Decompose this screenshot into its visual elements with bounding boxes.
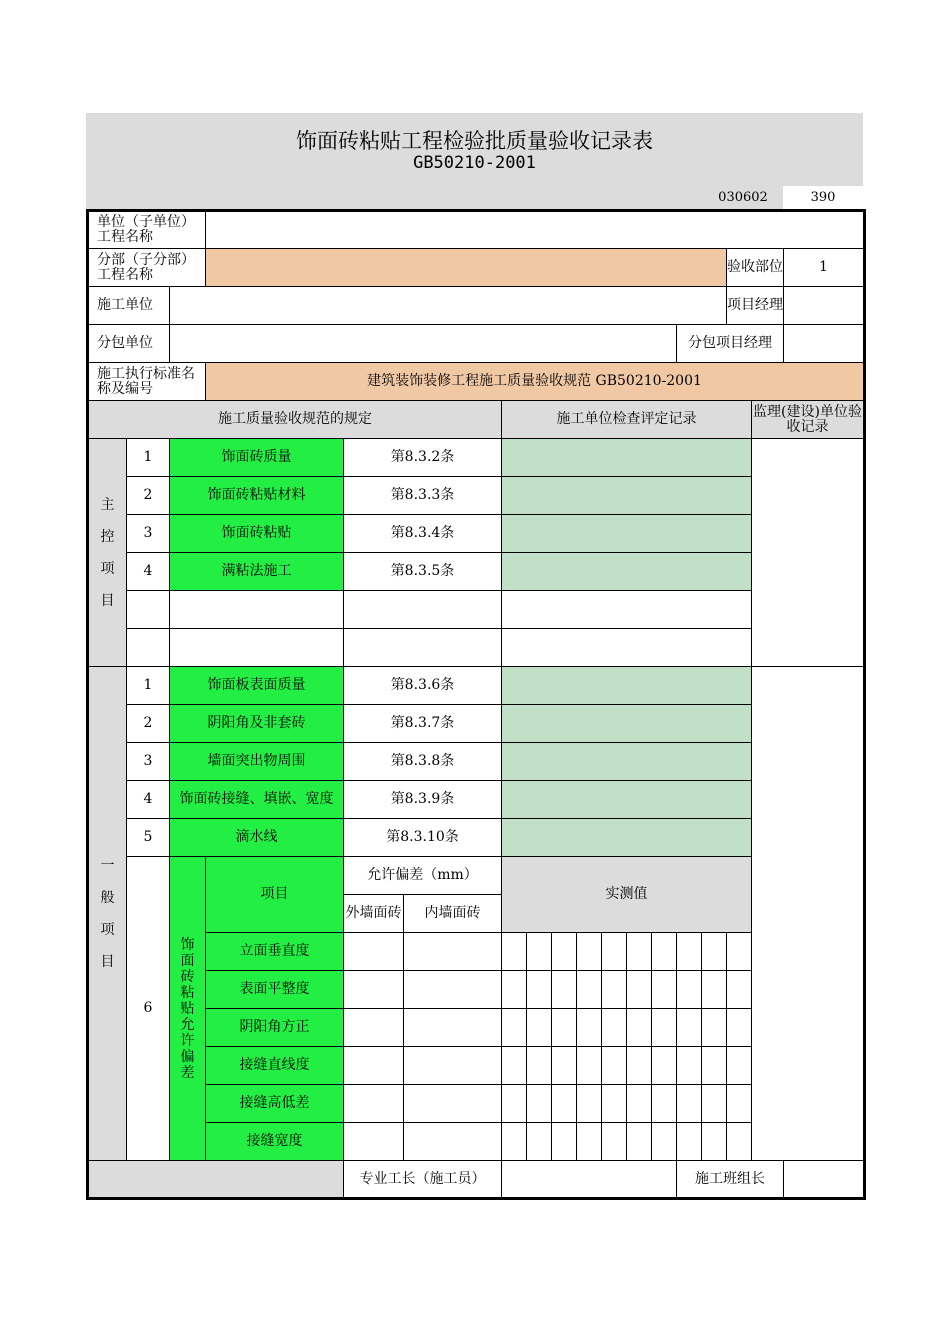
measure-cell[interactable] bbox=[502, 971, 527, 1009]
inner-wall-header: 内墙面砖 bbox=[404, 895, 502, 933]
measure-cell[interactable] bbox=[527, 1009, 552, 1047]
measure-cell[interactable] bbox=[527, 971, 552, 1009]
empty-cell[interactable] bbox=[502, 591, 752, 629]
sub-project-manager-label: 分包项目经理 bbox=[677, 325, 784, 363]
check-record-cell[interactable] bbox=[502, 515, 752, 553]
measure-cell[interactable] bbox=[502, 1009, 527, 1047]
form-number[interactable]: 390 bbox=[783, 186, 863, 209]
inner-tolerance-cell[interactable] bbox=[404, 1009, 502, 1047]
constructor-field[interactable] bbox=[170, 287, 727, 325]
measure-cell[interactable] bbox=[602, 1009, 627, 1047]
constructor-label: 施工单位 bbox=[88, 287, 170, 325]
project-manager-label: 项目经理 bbox=[727, 287, 784, 325]
measure-cell[interactable] bbox=[577, 1085, 602, 1123]
unit-name-field[interactable] bbox=[206, 211, 865, 249]
standard-code: GB50210-2001 bbox=[413, 153, 536, 173]
measure-cell[interactable] bbox=[627, 971, 652, 1009]
measure-cell[interactable] bbox=[702, 1009, 727, 1047]
inner-tolerance-cell[interactable] bbox=[404, 971, 502, 1009]
inner-tolerance-cell[interactable] bbox=[404, 1123, 502, 1161]
deviation-item-header: 项目 bbox=[206, 857, 344, 933]
outer-tolerance-cell[interactable] bbox=[344, 1123, 404, 1161]
measure-cell[interactable] bbox=[627, 1047, 652, 1085]
subcontractor-field[interactable] bbox=[170, 325, 677, 363]
spec-column-header: 施工质量验收规范的规定 bbox=[88, 401, 502, 439]
measure-cell[interactable] bbox=[627, 933, 652, 971]
measure-cell[interactable] bbox=[652, 971, 677, 1009]
item-name: 饰面砖接缝、填嵌、宽度 bbox=[170, 781, 344, 819]
outer-wall-header: 外墙面砖 bbox=[344, 895, 404, 933]
foreman-field[interactable] bbox=[502, 1161, 677, 1199]
item-number: 4 bbox=[127, 781, 170, 819]
check-record-cell[interactable] bbox=[502, 553, 752, 591]
tolerance-header: 允许偏差（mm） bbox=[344, 857, 502, 895]
item-number: 2 bbox=[127, 705, 170, 743]
measure-cell[interactable] bbox=[652, 1047, 677, 1085]
measure-cell[interactable] bbox=[677, 1085, 702, 1123]
measured-header: 实测值 bbox=[502, 857, 752, 933]
subdivision-name-label: 分部（子分部）工程名称 bbox=[88, 249, 206, 287]
outer-tolerance-cell[interactable] bbox=[344, 1047, 404, 1085]
general-supervisor-cell[interactable] bbox=[752, 667, 865, 1161]
measure-cell[interactable] bbox=[502, 1123, 527, 1161]
measure-cell[interactable] bbox=[577, 1009, 602, 1047]
measure-cell[interactable] bbox=[602, 933, 627, 971]
title-area bbox=[86, 113, 863, 186]
outer-tolerance-cell[interactable] bbox=[344, 933, 404, 971]
measure-cell[interactable] bbox=[702, 971, 727, 1009]
measure-cell[interactable] bbox=[527, 1123, 552, 1161]
measure-cell[interactable] bbox=[677, 933, 702, 971]
item-number: 3 bbox=[127, 515, 170, 553]
measure-cell[interactable] bbox=[677, 1047, 702, 1085]
item-number: 6 bbox=[127, 857, 170, 1161]
empty-cell[interactable] bbox=[127, 629, 170, 667]
measure-cell[interactable] bbox=[627, 1009, 652, 1047]
check-record-cell[interactable] bbox=[502, 743, 752, 781]
measure-cell[interactable] bbox=[552, 1009, 577, 1047]
item-number: 5 bbox=[127, 819, 170, 857]
empty-cell[interactable] bbox=[170, 629, 344, 667]
item-number: 2 bbox=[127, 477, 170, 515]
empty-cell[interactable] bbox=[344, 629, 502, 667]
empty-cell[interactable] bbox=[344, 591, 502, 629]
acceptance-part-field[interactable]: 1 bbox=[784, 249, 865, 287]
measure-cell[interactable] bbox=[702, 933, 727, 971]
deviation-row-name: 阴阳角方正 bbox=[206, 1009, 344, 1047]
measure-cell[interactable] bbox=[677, 1009, 702, 1047]
measure-cell[interactable] bbox=[577, 1123, 602, 1161]
measure-cell[interactable] bbox=[702, 1085, 727, 1123]
measure-cell[interactable] bbox=[577, 971, 602, 1009]
standard-label: 施工执行标准名称及编号 bbox=[88, 363, 206, 401]
measure-cell[interactable] bbox=[727, 1047, 752, 1085]
item-name: 阴阳角及非套砖 bbox=[170, 705, 344, 743]
outer-tolerance-cell[interactable] bbox=[344, 1009, 404, 1047]
measure-cell[interactable] bbox=[602, 1047, 627, 1085]
team-leader-field[interactable] bbox=[784, 1161, 865, 1199]
measure-cell[interactable] bbox=[727, 1123, 752, 1161]
empty-cell[interactable] bbox=[127, 591, 170, 629]
main-supervisor-cell[interactable] bbox=[752, 439, 865, 667]
outer-tolerance-cell[interactable] bbox=[344, 1085, 404, 1123]
measure-cell[interactable] bbox=[602, 1123, 627, 1161]
inner-tolerance-cell[interactable] bbox=[404, 1085, 502, 1123]
measure-cell[interactable] bbox=[502, 1085, 527, 1123]
check-record-cell[interactable] bbox=[502, 705, 752, 743]
unit-name-label: 单位（子单位）工程名称 bbox=[88, 211, 206, 249]
item-name: 饰面板表面质量 bbox=[170, 667, 344, 705]
measure-cell[interactable] bbox=[627, 1123, 652, 1161]
foreman-label: 专业工长（施工员） bbox=[344, 1161, 502, 1199]
footer-blank bbox=[88, 1161, 344, 1199]
item-clause: 第8.3.8条 bbox=[344, 743, 502, 781]
measure-cell[interactable] bbox=[702, 1047, 727, 1085]
check-record-cell[interactable] bbox=[502, 667, 752, 705]
item-name: 滴水线 bbox=[170, 819, 344, 857]
item-name: 饰面砖质量 bbox=[170, 439, 344, 477]
measure-cell[interactable] bbox=[677, 971, 702, 1009]
measure-cell[interactable] bbox=[527, 1047, 552, 1085]
item-number: 1 bbox=[127, 439, 170, 477]
measure-cell[interactable] bbox=[727, 1009, 752, 1047]
acceptance-table bbox=[86, 209, 866, 1200]
measure-cell[interactable] bbox=[652, 933, 677, 971]
check-record-cell[interactable] bbox=[502, 819, 752, 857]
check-record-cell[interactable] bbox=[502, 477, 752, 515]
item-clause: 第8.3.2条 bbox=[344, 439, 502, 477]
check-record-cell[interactable] bbox=[502, 439, 752, 477]
measure-cell[interactable] bbox=[677, 1123, 702, 1161]
deviation-group-label: 饰 面 砖 粘 贴 允 许 偏 差 bbox=[170, 857, 206, 1161]
measure-cell[interactable] bbox=[627, 1085, 652, 1123]
empty-cell[interactable] bbox=[502, 629, 752, 667]
acceptance-part-label: 验收部位 bbox=[727, 249, 784, 287]
measure-cell[interactable] bbox=[577, 1047, 602, 1085]
item-number: 1 bbox=[127, 667, 170, 705]
subdivision-name-field[interactable] bbox=[206, 249, 727, 287]
measure-cell[interactable] bbox=[602, 1085, 627, 1123]
item-clause: 第8.3.9条 bbox=[344, 781, 502, 819]
deviation-row-name: 接缝高低差 bbox=[206, 1085, 344, 1123]
deviation-row-name: 接缝宽度 bbox=[206, 1123, 344, 1161]
measure-cell[interactable] bbox=[577, 933, 602, 971]
form-code: 030602 bbox=[718, 190, 768, 205]
item-name: 满粘法施工 bbox=[170, 553, 344, 591]
item-name: 饰面砖粘贴 bbox=[170, 515, 344, 553]
standard-field[interactable]: 建筑装饰装修工程施工质量验收规范 GB50210-2001 bbox=[206, 363, 865, 401]
supervisor-column-header: 监理(建设)单位验收记录 bbox=[752, 401, 865, 439]
item-clause: 第8.3.10条 bbox=[344, 819, 502, 857]
general-label: 一 般 项 目 bbox=[88, 667, 127, 1161]
subcontractor-label: 分包单位 bbox=[88, 325, 170, 363]
measure-cell[interactable] bbox=[702, 1123, 727, 1161]
measure-cell[interactable] bbox=[552, 1047, 577, 1085]
item-clause: 第8.3.6条 bbox=[344, 667, 502, 705]
check-record-cell[interactable] bbox=[502, 781, 752, 819]
outer-tolerance-cell[interactable] bbox=[344, 971, 404, 1009]
item-clause: 第8.3.3条 bbox=[344, 477, 502, 515]
item-clause: 第8.3.5条 bbox=[344, 553, 502, 591]
item-name: 饰面砖粘贴材料 bbox=[170, 477, 344, 515]
sub-project-manager-field[interactable] bbox=[784, 325, 865, 363]
measure-cell[interactable] bbox=[527, 933, 552, 971]
measure-cell[interactable] bbox=[502, 933, 527, 971]
form-title: 饰面砖粘贴工程检验批质量验收记录表 bbox=[296, 129, 653, 153]
measure-cell[interactable] bbox=[552, 971, 577, 1009]
deviation-row-name: 接缝直线度 bbox=[206, 1047, 344, 1085]
item-clause: 第8.3.4条 bbox=[344, 515, 502, 553]
measure-cell[interactable] bbox=[727, 971, 752, 1009]
team-leader-label: 施工班组长 bbox=[677, 1161, 784, 1199]
measure-cell[interactable] bbox=[552, 933, 577, 971]
measure-cell[interactable] bbox=[652, 1123, 677, 1161]
check-column-header: 施工单位检查评定记录 bbox=[502, 401, 752, 439]
inner-tolerance-cell[interactable] bbox=[404, 933, 502, 971]
empty-cell[interactable] bbox=[170, 591, 344, 629]
deviation-row-name: 表面平整度 bbox=[206, 971, 344, 1009]
project-manager-field[interactable] bbox=[784, 287, 865, 325]
item-number: 4 bbox=[127, 553, 170, 591]
item-name: 墙面突出物周围 bbox=[170, 743, 344, 781]
measure-cell[interactable] bbox=[602, 971, 627, 1009]
item-clause: 第8.3.7条 bbox=[344, 705, 502, 743]
deviation-row-name: 立面垂直度 bbox=[206, 933, 344, 971]
measure-cell[interactable] bbox=[652, 1085, 677, 1123]
measure-cell[interactable] bbox=[552, 1085, 577, 1123]
main-control-label: 主 控 项 目 bbox=[88, 439, 127, 667]
measure-cell[interactable] bbox=[502, 1047, 527, 1085]
measure-cell[interactable] bbox=[527, 1085, 552, 1123]
measure-cell[interactable] bbox=[727, 1085, 752, 1123]
measure-cell[interactable] bbox=[652, 1009, 677, 1047]
inner-tolerance-cell[interactable] bbox=[404, 1047, 502, 1085]
item-number: 3 bbox=[127, 743, 170, 781]
measure-cell[interactable] bbox=[552, 1123, 577, 1161]
measure-cell[interactable] bbox=[727, 933, 752, 971]
